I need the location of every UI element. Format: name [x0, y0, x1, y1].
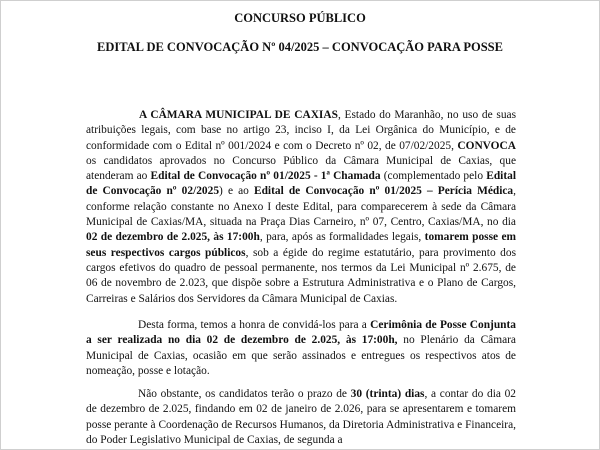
- text-run: , Estado do Maranhão, no uso de suas atribuições legais, com base no artigo 23, inciso I, da Lei Orgânica do Município, e de conformidade com o Edital nº 001/2024 e com o Decreto nº 02, de 07/02/2025,: [86, 109, 516, 152]
- text-run: , sob a égide do regime estatutário, para provimento dos cargos efetivos do quadro de pessoal permanente, nos termos da Lei Municipal nº 2.675, de 06 de novembro de 2.023, que dispõe sobre a Estrutura Administrativa e o Plano de Cargos, Carreiras e Salários dos Servidores da Câmara Municipal de Caxias.: [86, 246, 516, 305]
- text-run: , a contar do dia 02 de dezembro de 2.025, findando em 02 de janeiro de 2.026, para se apresentarem e tomarem posse perante à Coordenação de Recursos Humanos, da Diretoria Administrativa e Financeira, do Poder Legislativo Municipal de Caxias, de segunda a: [86, 388, 516, 446]
- paragraph-ceremony: [86, 318, 516, 379]
- text-run: Não obstante, os candidatos terão o prazo de: [138, 388, 351, 400]
- edital-title: EDITAL DE CONVOCAÇÃO Nº 04/2025 – CONVOCAÇÃO PARA POSSE: [97, 40, 503, 54]
- text-run: no Plenário da Câmara Municipal de Caxias, ocasião em que serão assinados e entregues os respectivos atos de nomeação, posse e lotação.: [86, 334, 516, 377]
- text-run: (complementado pelo: [380, 170, 487, 183]
- text-bold: Cerimônia de Posse Conjunta a ser realizada no dia 02 de dezembro de 2.025, às 17:00h,: [86, 319, 516, 347]
- text-run: , para, após as formalidades legais,: [259, 231, 425, 244]
- paragraph-convocation: [86, 108, 516, 307]
- text-bold: CONVOCA: [457, 139, 516, 152]
- text-run: , conforme relação constante no Anexo I deste Edital, para comparecerem à sede da Câmara Municipal de Caxias/MA, situada na Praça Dias Carneiro, nº 07, Centro, Caxias/MA, no dia: [86, 185, 516, 229]
- text-bold: Edital de Convocação nº 02/2025: [86, 170, 516, 198]
- text-bold: 30 (trinta) dias: [350, 388, 425, 400]
- text-bold: Edital de Convocação nº 01/2025 - 1ª Chamada: [150, 170, 381, 183]
- text-run: ) e ao: [219, 185, 254, 198]
- text-bold: tomarem posse em seus respectivos cargos públicos: [86, 231, 516, 259]
- text-bold: Edital de Convocação nº 01/2025 – Perícia Médica: [253, 185, 514, 198]
- text-run: Desta forma, temos a honra de convidá-los para a: [138, 319, 371, 331]
- text-bold: A CÂMARA MUNICIPAL DE CAXIAS: [139, 109, 338, 121]
- document-heading: CONCURSO PÚBLICO: [234, 11, 366, 25]
- text-run: os candidatos aprovados no Concurso Público da Câmara Municipal de Caxias, que atenderam ao: [86, 154, 516, 183]
- text-bold: 02 de dezembro de 2.025, às 17:00h: [86, 231, 260, 244]
- paragraph-deadline: [86, 387, 516, 448]
